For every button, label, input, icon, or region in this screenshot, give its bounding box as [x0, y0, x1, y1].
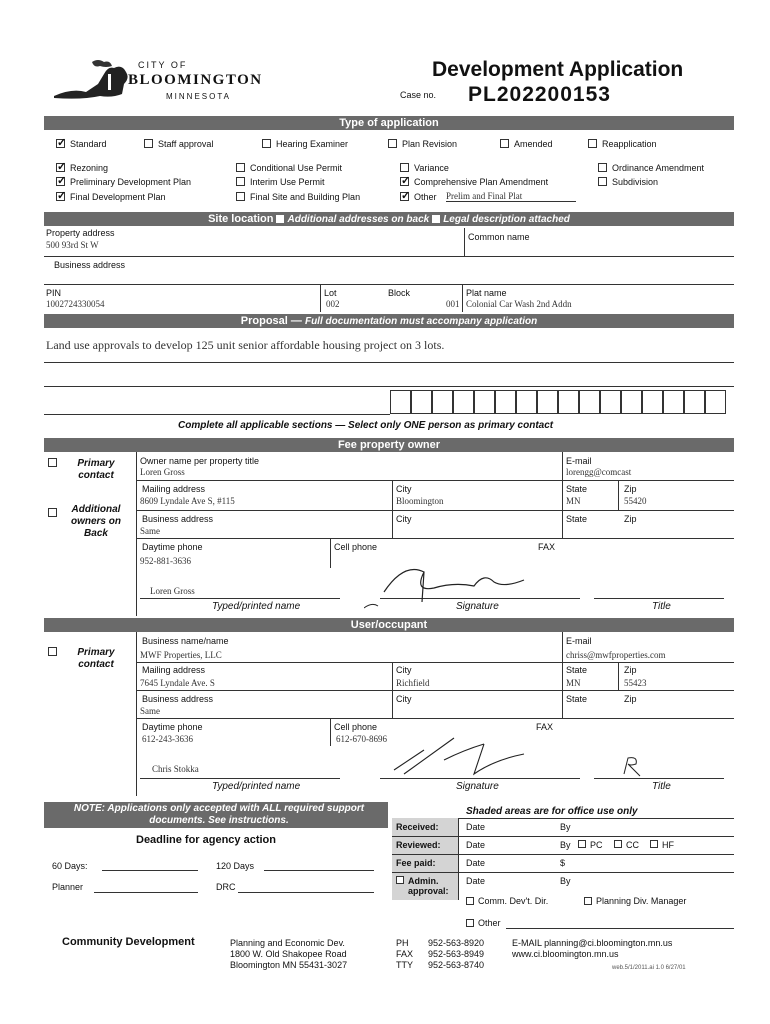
user-typed-name[interactable]: Chris Stokka [152, 764, 199, 774]
checkbox-final-site-building[interactable] [236, 192, 245, 201]
user-zip2-label: Zip [624, 694, 637, 704]
user-email-value[interactable]: chriss@mwfproperties.com [566, 650, 666, 660]
user-typed-label: Typed/printed name [212, 781, 301, 792]
checkbox-owner-primary-contact[interactable] [48, 458, 57, 467]
user-state-value[interactable]: MN [566, 678, 581, 688]
label-standard: Standard [70, 139, 107, 149]
plat-name-value[interactable]: Colonial Car Wash 2nd Addn [466, 299, 572, 309]
footer-email[interactable]: E-MAIL planning@ci.bloomington.mn.us [512, 938, 673, 948]
section-bar-type [44, 116, 734, 130]
owner-state-label: State [566, 484, 588, 494]
owner-zip-value[interactable]: 55420 [624, 496, 647, 506]
block-label: Block [388, 288, 411, 298]
proposal-text[interactable]: Land use approvals to develop 125 unit senior affordable housing project on 3 lots. [46, 338, 445, 352]
owner-signature-label: Signature [456, 601, 499, 612]
footer-tty-number: 952-563-8740 [428, 960, 485, 970]
user-mailing-label: Mailing address [142, 665, 206, 675]
label-final-site-building: Final Site and Building Plan [250, 192, 361, 202]
owner-zip2-label: Zip [624, 514, 637, 524]
owner-mailing-value[interactable]: 8609 Lyndale Ave S, #115 [140, 496, 235, 506]
owner-city-label: City [396, 484, 412, 494]
user-signature [384, 730, 564, 780]
business-address-label: Business address [54, 260, 126, 270]
owner-typed-name[interactable]: Loren Gross [150, 586, 195, 596]
office-received-date: Date [466, 822, 486, 832]
office-reviewed-date: Date [466, 840, 486, 850]
checkbox-subdivision[interactable] [598, 177, 607, 186]
owner-typed-label: Typed/printed name [212, 601, 301, 612]
case-label: Case no. [400, 90, 437, 100]
checkbox-other[interactable] [400, 192, 409, 201]
label-plan-revision: Plan Revision [402, 139, 458, 149]
office-received-by: By [560, 822, 571, 832]
site-bar-label: Site location [208, 213, 274, 225]
label-staff-approval: Staff approval [158, 139, 214, 149]
label-rezoning: Rezoning [70, 163, 109, 173]
pin-label: PIN [46, 288, 62, 298]
footer-addr1: Planning and Economic Dev. [230, 938, 345, 948]
owner-signature [364, 552, 544, 612]
user-zip-label: Zip [624, 665, 637, 675]
user-day-phone-label: Daytime phone [142, 722, 203, 732]
cc-label: CC [626, 840, 639, 850]
user-state2-label: State [566, 694, 588, 704]
footer-dept: Community Development [62, 936, 195, 948]
footer-web[interactable]: www.ci.bloomington.mn.us [512, 949, 619, 959]
case-number: PL202200153 [468, 83, 611, 106]
section-bar-fee-owner [44, 438, 734, 452]
lot-value[interactable]: 002 [326, 299, 340, 309]
checkbox-rezoning[interactable] [56, 163, 65, 172]
section-bar-user [44, 618, 734, 632]
owner-title-label: Title [652, 601, 671, 612]
user-title-label: Title [652, 781, 671, 792]
checkbox-additional-owners[interactable] [48, 508, 57, 517]
owner-zip-label: Zip [624, 484, 637, 494]
office-admin-label: Admin. approval: [408, 876, 449, 896]
user-title-mark [618, 754, 648, 778]
footer-addr3: Bloomington MN 55431-3027 [230, 960, 348, 970]
hf-label: HF [662, 840, 674, 850]
checkbox-cc[interactable] [614, 840, 622, 848]
type-bar-label: Type of application [339, 117, 439, 129]
checkbox-plan-revision[interactable] [388, 139, 397, 148]
user-business-name-label: Business name/name [142, 636, 229, 646]
fee-owner-bar-label: Fee property owner [337, 439, 441, 451]
checkbox-preliminary-dev-plan[interactable] [56, 177, 65, 186]
user-cell-label: Cell phone [334, 722, 378, 732]
user-cell-value[interactable]: 612-670-8696 [336, 734, 387, 744]
user-bar-label: User/occupant [350, 619, 428, 631]
d120-label: 120 Days [216, 861, 255, 871]
office-fee-date: Date [466, 858, 486, 868]
footer-form-code: web.5/1/2011.ai 1.0 6/27/01 [612, 965, 686, 971]
user-city2-label: City [396, 694, 412, 704]
proposal-bar-extra: Full documentation must accompany application [304, 316, 538, 327]
section-bar-site [44, 212, 734, 226]
owner-day-phone-label: Daytime phone [142, 542, 203, 552]
property-address-value[interactable]: 500 93rd St W [46, 240, 99, 250]
logo-city-of: CITY OF [138, 60, 188, 70]
footer-ph-label: PH [396, 938, 409, 948]
complete-note: Complete all applicable sections — Select only ONE person as primary contact [178, 420, 554, 431]
checkbox-planning-mgr[interactable] [584, 897, 592, 905]
label-comp-plan-amendment: Comprehensive Plan Amendment [414, 177, 549, 187]
pin-value[interactable]: 1002724330054 [46, 299, 105, 309]
checkbox-conditional-use[interactable] [236, 163, 245, 172]
owner-primary-contact-label: Primary contact [77, 458, 115, 481]
deadline-title: Deadline for agency action [136, 834, 276, 846]
label-reapplication: Reapplication [602, 139, 657, 149]
label-interim-use: Interim Use Permit [250, 177, 325, 187]
owner-cell-label: Cell phone [334, 542, 378, 552]
owner-day-phone-value[interactable]: 952-881-3636 [140, 556, 191, 566]
checkbox-variance[interactable] [400, 163, 409, 172]
user-fax-label: FAX [536, 722, 554, 732]
owner-city2-label: City [396, 514, 412, 524]
other-value[interactable]: Prelim and Final Plat [446, 191, 576, 202]
owner-business-value[interactable]: Same [140, 526, 160, 536]
office-admin-by: By [560, 876, 571, 886]
lot-label: Lot [324, 288, 337, 298]
pc-label: PC [590, 840, 603, 850]
user-primary-contact-label: Primary contact [77, 647, 115, 670]
label-amended: Amended [514, 139, 553, 149]
common-name-label: Common name [468, 232, 530, 242]
plat-name-label: Plat name [466, 288, 507, 298]
checkbox-reapplication[interactable] [588, 139, 597, 148]
logo-minnesota: MINNESOTA [166, 92, 231, 101]
checkbox-hearing-examiner[interactable] [262, 139, 271, 148]
checkbox-hf[interactable] [650, 840, 658, 848]
checkbox-staff-approval[interactable] [144, 139, 153, 148]
note-text: NOTE: Applications only accepted with ALL required support documents. See instructions. [73, 803, 365, 826]
checkbox-additional-addresses[interactable] [276, 215, 284, 223]
office-reviewed-by: By [560, 840, 571, 850]
drc-label: DRC [216, 882, 236, 892]
label-ordinance-amendment: Ordinance Amendment [612, 163, 705, 173]
site-bar-extra1: Additional addresses on back [287, 214, 430, 225]
additional-owners-label: Additional owners on Back [70, 504, 121, 539]
checkbox-ordinance-amendment[interactable] [598, 163, 607, 172]
section-bar-proposal: Proposal — Full documentation must accompany application [44, 314, 734, 328]
checkbox-final-dev-plan[interactable] [56, 192, 65, 201]
label-conditional-use: Conditional Use Permit [250, 163, 343, 173]
owner-name-value[interactable]: Loren Gross [140, 467, 185, 477]
office-admin-date: Date [466, 876, 486, 886]
footer-fax-number: 952-563-8949 [428, 949, 485, 959]
user-mailing-value[interactable]: 7645 Lyndale Ave. S [140, 678, 215, 688]
page-title: Development Application [432, 58, 684, 81]
city-logo [52, 54, 132, 102]
user-zip-value[interactable]: 55423 [624, 678, 647, 688]
planner-label: Planner [52, 882, 84, 892]
logo-bloomington: BLOOMINGTON [128, 72, 263, 88]
footer-addr2: 1800 W. Old Shakopee Road [230, 949, 347, 959]
site-bar-extra2: Legal description attached [443, 214, 570, 225]
owner-email-value[interactable]: lorengg@comcast [566, 467, 632, 477]
owner-fax-label: FAX [538, 542, 556, 552]
user-city-value[interactable]: Richfield [396, 678, 430, 688]
footer-tty-label: TTY [396, 960, 413, 970]
checkbox-comm-dev-dir[interactable] [466, 897, 474, 905]
checkbox-comp-plan-amendment[interactable] [400, 177, 409, 186]
user-business-value[interactable]: Same [140, 706, 160, 716]
user-business-label: Business address [142, 694, 214, 704]
user-state-label: State [566, 665, 588, 675]
office-received-label: Received: [396, 822, 439, 832]
user-business-name-value[interactable]: MWF Properties, LLC [140, 650, 222, 660]
checkbox-admin-approval[interactable] [396, 876, 404, 884]
other-approval-label: Other [478, 918, 501, 928]
label-preliminary-dev-plan: Preliminary Development Plan [70, 177, 192, 187]
owner-mailing-label: Mailing address [142, 484, 206, 494]
owner-business-label: Business address [142, 514, 214, 524]
planning-mgr-label: Planning Div. Manager [596, 896, 687, 906]
footer-fax-label: FAX [396, 949, 414, 959]
property-address-label: Property address [46, 228, 115, 238]
checkbox-interim-use[interactable] [236, 177, 245, 186]
office-fee-paid-label: Fee paid: [396, 858, 436, 868]
label-final-dev-plan: Final Development Plan [70, 192, 166, 202]
user-city-label: City [396, 665, 412, 675]
checkbox-amended[interactable] [500, 139, 509, 148]
checkbox-pc[interactable] [578, 840, 586, 848]
label-other: Other [414, 192, 437, 202]
d60-label: 60 Days: [52, 861, 88, 871]
owner-email-label: E-mail [566, 456, 592, 466]
footer-ph-number: 952-563-8920 [428, 938, 485, 948]
office-reviewed-label: Reviewed: [396, 840, 441, 850]
checkbox-legal-description[interactable] [432, 215, 440, 223]
owner-name-label: Owner name per property title [140, 456, 260, 466]
user-signature-label: Signature [456, 781, 499, 792]
owner-state-value[interactable]: MN [566, 496, 581, 506]
label-hearing-examiner: Hearing Examiner [276, 139, 349, 149]
checkbox-standard[interactable] [56, 139, 65, 148]
label-subdivision: Subdivision [612, 177, 659, 187]
user-day-phone-value[interactable]: 612-243-3636 [142, 734, 193, 744]
office-fee-amount: $ [560, 858, 566, 868]
comm-dev-dir-label: Comm. Dev't. Dir. [478, 896, 549, 906]
proposal-bar-label: Proposal [240, 315, 288, 327]
checkbox-other-approval[interactable] [466, 919, 474, 927]
office-use-title: Shaded areas are for office use only [466, 806, 638, 817]
checkbox-user-primary-contact[interactable] [48, 647, 57, 656]
owner-state2-label: State [566, 514, 588, 524]
label-variance: Variance [414, 163, 449, 173]
user-email-label: E-mail [566, 636, 592, 646]
block-value[interactable]: 001 [446, 299, 460, 309]
owner-city-value[interactable]: Bloomington [396, 496, 444, 506]
